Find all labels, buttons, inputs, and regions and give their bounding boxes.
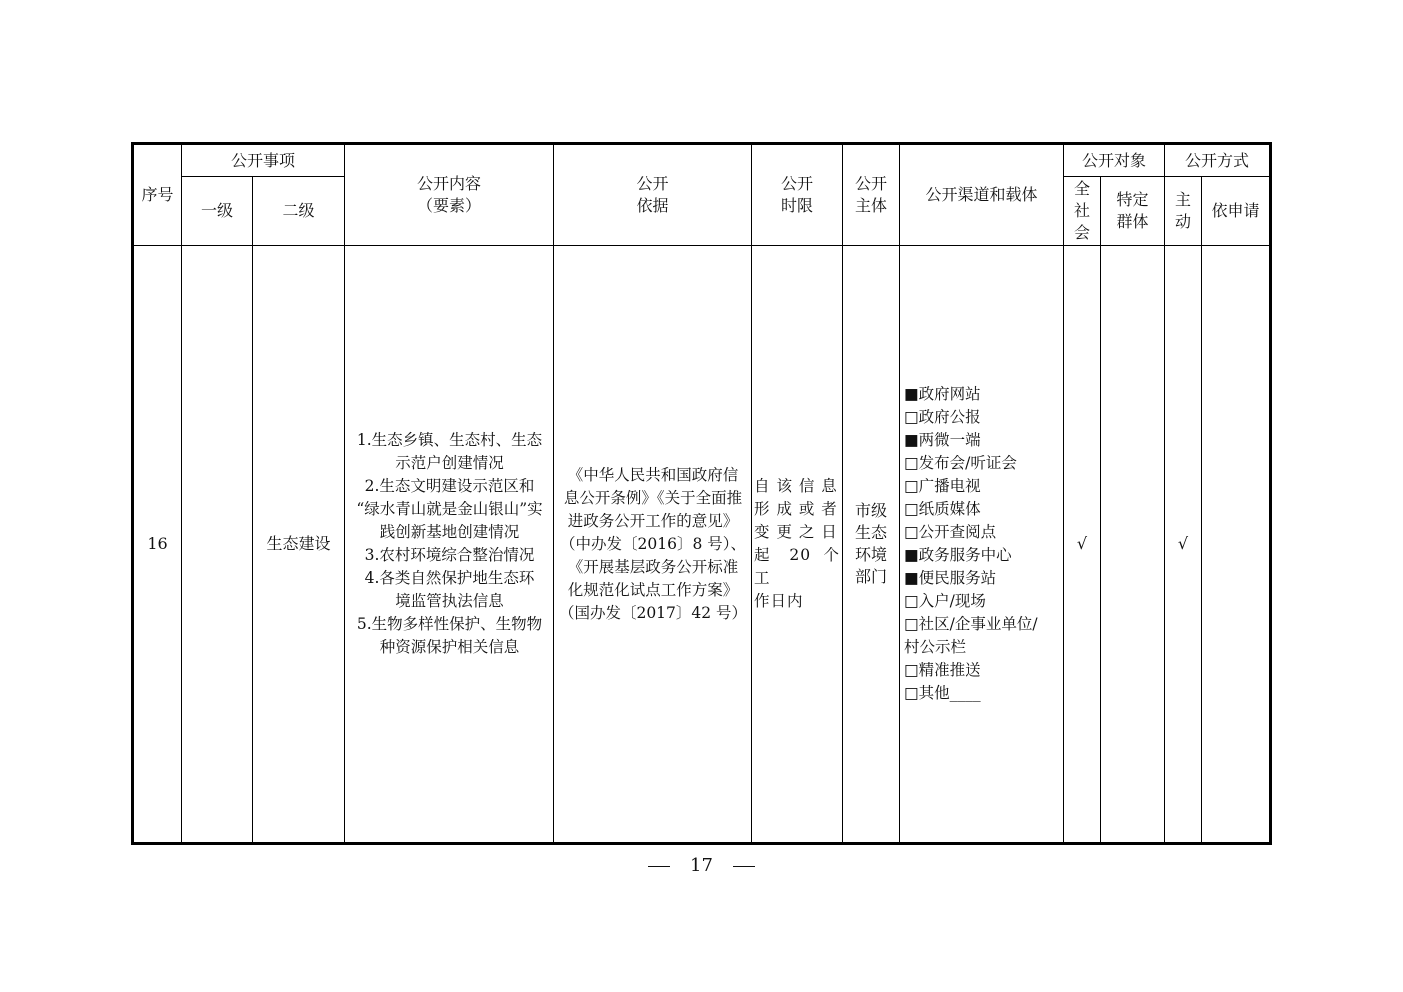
subject-line: 生态 [855, 523, 888, 542]
basis-line: 《开展基层政务公开标准 [567, 557, 739, 576]
channel-item: ■两微一端 [904, 431, 981, 449]
header-target-all-char-1: 全 [1074, 179, 1091, 198]
header-target-all-char-2: 社 [1074, 201, 1091, 220]
row-target-specific-check [1101, 246, 1165, 844]
content-line: 1.生态乡镇、生态村、生态 [356, 431, 543, 449]
header-target-all [1064, 177, 1101, 246]
channel-item: □入户/现场 [904, 592, 986, 610]
header-level1: 一级 [182, 177, 253, 246]
basis-line: 化规范化试点工作方案》 [567, 580, 739, 599]
header-content-line-1: 公开内容 [417, 174, 482, 193]
content-line: “绿水青山就是金山银山”实 [356, 500, 543, 518]
content-line: 4.各类自然保护地生态环 [364, 569, 535, 587]
header-deadline-line-2: 时限 [781, 196, 814, 215]
deadline-line: 形 成 或 者 [754, 500, 838, 518]
header-deadline-line-1: 公开 [781, 174, 814, 193]
content-list [345, 429, 553, 659]
header-method-request: 依申请 [1202, 177, 1271, 246]
header-level2: 二级 [253, 177, 345, 246]
channel-item: □社区/企事业单位/ [904, 615, 1038, 633]
header-subject-line-2: 主体 [855, 196, 888, 215]
header-subject-line-1: 公开 [855, 174, 888, 193]
channel-item: □纸质媒体 [904, 500, 981, 518]
row-basis-cell [554, 246, 752, 844]
deadline-line: 作日内 [754, 592, 804, 610]
subject-line: 市级 [855, 501, 888, 520]
row-method-request-check [1202, 246, 1271, 844]
row-channels-cell [900, 246, 1064, 844]
content-line: 示范户创建情况 [395, 454, 504, 472]
row-subject-cell [843, 246, 900, 844]
header-subject [843, 144, 900, 246]
content-line: 3.农村环境综合整治情况 [364, 546, 535, 564]
deadline-text [752, 475, 842, 613]
header-deadline [752, 144, 843, 246]
header-method-active [1165, 177, 1202, 246]
header-target-specific [1101, 177, 1165, 246]
header-target-all-char-3: 会 [1074, 223, 1091, 242]
header-method-active-char-2: 动 [1175, 212, 1192, 231]
header-method-group: 公开方式 [1165, 144, 1271, 177]
header-item-group: 公开事项 [182, 144, 345, 177]
basis-line: 息公开条例》《关于全面推 [563, 488, 743, 507]
row-seq: 16 [133, 246, 182, 844]
header-target-specific-line-1: 特定 [1116, 190, 1149, 209]
channel-item: ■政务服务中心 [904, 546, 1012, 564]
header-content [345, 144, 554, 246]
deadline-line: 变 更 之 日 [754, 523, 838, 541]
basis-line: 进政务公开工作的意见》 [567, 511, 739, 530]
header-basis-line-1: 公开 [636, 174, 669, 193]
basis-line: 《中华人民共和国政府信 [567, 465, 739, 484]
channel-item: □公开查阅点 [904, 523, 997, 541]
row-method-active-check: √ [1165, 246, 1202, 844]
row-deadline-cell [752, 246, 843, 844]
row-level1 [182, 246, 253, 844]
row-target-all-check: √ [1064, 246, 1101, 844]
content-line: 5.生物多样性保护、生物物 [356, 615, 543, 633]
deadline-line: 自 该 信 息 [754, 477, 838, 495]
header-basis [554, 144, 752, 246]
header-target-group: 公开对象 [1064, 144, 1165, 177]
content-line: 2.生态文明建设示范区和 [364, 477, 535, 495]
deadline-line: 起 20 个 工 [754, 546, 841, 587]
header-content-line-2: （要素） [417, 196, 482, 215]
content-line: 种资源保护相关信息 [379, 638, 520, 656]
page-footer [0, 855, 1403, 877]
channel-item: □其他____ [904, 684, 981, 702]
row-content-cell [345, 246, 554, 844]
page-number: 17 [690, 855, 713, 876]
channel-item: ■政府网站 [904, 385, 981, 403]
channel-item: □精准推送 [904, 661, 981, 679]
channel-item: □政府公报 [904, 408, 981, 426]
row-level2: 生态建设 [253, 246, 345, 844]
header-method-active-char-1: 主 [1175, 190, 1192, 209]
content-line: 践创新基地创建情况 [379, 523, 520, 541]
table-row [133, 246, 1271, 844]
subject-line: 环境 [855, 545, 888, 564]
channels-list [900, 383, 1063, 705]
channel-item: □广播电视 [904, 477, 981, 495]
basis-list [554, 464, 751, 625]
channel-item: 村公示栏 [904, 638, 967, 656]
header-channels: 公开渠道和载体 [900, 144, 1064, 246]
subject-line: 部门 [855, 567, 888, 586]
header-basis-line-2: 依据 [636, 196, 669, 215]
footer-left-dash [648, 866, 670, 867]
header-seq: 序号 [133, 144, 182, 246]
footer-right-dash [733, 866, 755, 867]
header-target-specific-line-2: 群体 [1116, 212, 1149, 231]
basis-line: （国办发〔2017〕42 号） [558, 603, 748, 622]
basis-line: （中办发〔2016〕8 号）、 [560, 534, 747, 553]
disclosure-table [131, 142, 1272, 845]
channel-item: ■便民服务站 [904, 569, 997, 587]
content-line: 境监管执法信息 [395, 592, 504, 610]
channel-item: □发布会/听证会 [904, 454, 1017, 472]
